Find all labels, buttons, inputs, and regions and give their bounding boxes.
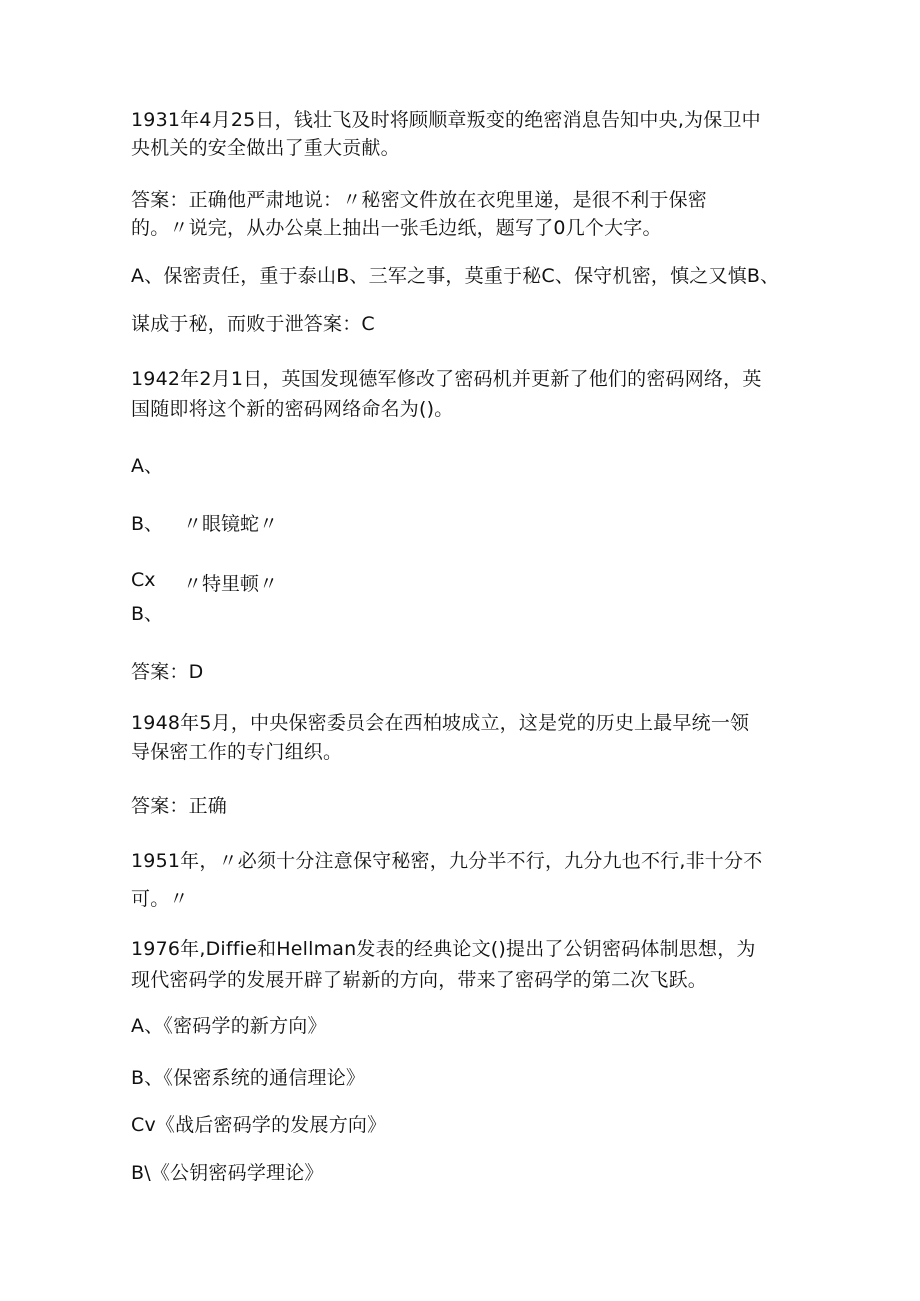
question-3-option-c-label: Cx (131, 569, 156, 591)
question-3-option-c-text: 〃特里顿〃 (183, 573, 279, 595)
question-6-line-2: 现代密码学的发展开辟了崭新的方向，带来了密码学的第二次飞跃。 (131, 969, 708, 991)
question-2-answer: 谋成于秘，而败于泄答案：C (131, 313, 375, 335)
question-4-answer: 答案：正确 (131, 795, 228, 817)
question-3-line-2: 国随即将这个新的密码网络命名为()。 (131, 398, 454, 420)
question-5-line-1: 1951年，〃必须十分注意保守秘密，九分半不行，九分九也不行,非十分不 (131, 850, 763, 872)
question-1-answer-continued: 的。〃说完，从办公桌上抽出一张毛边纸，题写了0几个大字。 (131, 217, 662, 239)
question-1-line-1: 1931年4月25日，钱壮飞及时将顾顺章叛变的绝密消息告知中央,为保卫中 (131, 109, 761, 131)
question-2-options: A、保密责任，重于泰山B、三军之事，莫重于秘C、保守机密，慎之又慎B、 (131, 265, 780, 287)
question-3-option-b-label: B、 (131, 513, 164, 535)
question-3-answer: 答案：D (131, 661, 204, 683)
question-3-option-d: B、 (131, 603, 164, 625)
question-1-line-2: 央机关的安全做出了重大贡献。 (131, 137, 400, 159)
question-3-line-1: 1942年2月1日，英国发现德军修改了密码机并更新了他们的密码网络，英 (131, 368, 762, 390)
question-6-line-1: 1976年,Diffie和Hellman发表的经典论文()提出了公钥密码体制思想，为 (131, 938, 756, 960)
question-6-option-c: Cv《战后密码学的发展方向》 (131, 1114, 387, 1136)
question-4-line-1: 1948年5月，中央保密委员会在西柏坡成立，这是党的历史上最早统一领 (131, 712, 750, 734)
question-3-option-a: A、 (131, 455, 163, 477)
question-6-option-a: A、《密码学的新方向》 (131, 1015, 327, 1037)
question-5-line-2: 可。〃 (131, 888, 189, 910)
question-3-option-b-text: 〃眼镜蛇〃 (183, 513, 279, 535)
question-4-line-2: 导保密工作的专门组织。 (131, 741, 343, 763)
question-1-answer: 答案：正确他严肃地说：〃秘密文件放在衣兜里递，是很不利于保密 (131, 189, 708, 211)
question-6-option-d: B\《公钥密码学理论》 (131, 1162, 324, 1184)
question-6-option-b: B、《保密系统的通信理论》 (131, 1067, 366, 1089)
